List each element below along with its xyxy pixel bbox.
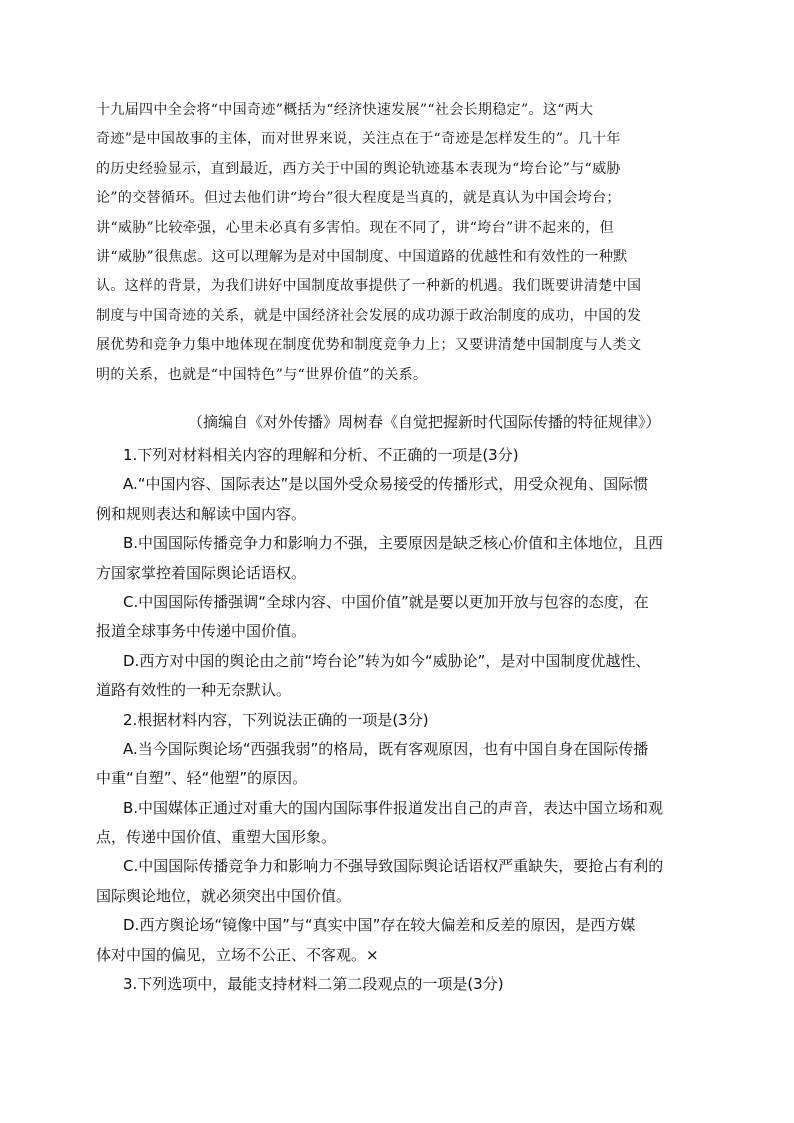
question-2-option-a: A.当今国际舆论场“西强我弱”的格局，既有客观原因，也有中国自身在国际传播 xyxy=(123,739,649,758)
question-2-option-b-cont: 点，传递中国价值、重塑大国形象。 xyxy=(96,828,337,847)
question-1-option-a: A.“中国内容、国际表达”是以国外受众易接受的传播形式，用受众视角、国际惯 xyxy=(123,475,649,494)
question-1-option-c-cont: 报道全球事务中传递中国价值。 xyxy=(96,622,307,641)
question-2-option-c-cont: 国际舆论地位，就必须突出中国价值。 xyxy=(96,886,352,905)
passage-line: 讲“威胁”很焦虑。这可以理解为是对中国制度、中国道路的优越性和有效性的一种默 xyxy=(96,248,628,265)
question-1-option-a-cont: 例和规则表达和解读中国内容。 xyxy=(96,504,307,523)
passage-line: 讲“威胁”比较牵强，心里未必真有多害怕。现在不同了，讲“垮台”讲不起来的，但 xyxy=(96,219,614,236)
question-2-option-a-cont: 中重“自塑”、轻“他塑”的原因。 xyxy=(96,769,308,788)
passage-line: 展优势和竞争力集中地体现在制度优势和制度竞争力上；又要讲清楚中国制度与人类文 xyxy=(96,337,642,354)
question-2-option-d: D.西方舆论场“镜像中国”与“真实中国”存在较大偏差和反差的原因，是西方媒 xyxy=(123,916,636,935)
question-2-option-b: B.中国媒体正通过对重大的国内国际事件报道发出自己的声音，表达中国立场和观 xyxy=(123,798,664,817)
questions-section xyxy=(96,441,706,999)
question-2-option-d-cont: 体对中国的偏见，立场不公正、不客观。× xyxy=(96,945,379,964)
passage-text xyxy=(96,96,700,390)
question-1-option-d-cont: 道路有效性的一种无奈默认。 xyxy=(96,681,292,700)
source-citation: （摘编自《对外传播》周树春《自觉把握新时代国际传播的特征规律》） xyxy=(188,413,661,431)
passage-line: 认。这样的背景，为我们讲好中国制度故事提供了一种新的机遇。我们既要讲清楚中国 xyxy=(96,278,642,295)
question-3-stem: 3.下列选项中，最能支持材料二第二段观点的一项是(3分) xyxy=(123,975,504,994)
passage-line: 十九届四中全会将“中国奇迹”概括为“经济快速发展”“社会长期稳定”。这“两大 xyxy=(96,102,594,118)
question-2-stem: 2.根据材料内容，下列说法正确的一项是(3分) xyxy=(123,710,429,729)
passage-line: 奇迹”是中国故事的主体，而对世界来说，关注点在于“奇迹是怎样发生的”。几十年 xyxy=(96,131,621,148)
passage-line: 论”的交替循环。但过去他们讲“垮台”很大程度是当真的，就是真认为中国会垮台； xyxy=(96,190,621,207)
passage-line: 明的关系，也就是“中国特色”与“世界价值”的关系。 xyxy=(96,366,428,383)
passage-line: 制度与中国奇迹的关系，就是中国经济社会发展的成功源于政治制度的成功，中国的发 xyxy=(96,307,642,324)
question-1-option-b: B.中国国际传播竞争力和影响力不强，主要原因是缺乏核心价值和主体地位，且西 xyxy=(123,534,664,553)
question-1-option-b-cont: 方国家掌控着国际舆论话语权。 xyxy=(96,563,307,582)
question-1-option-d: D.西方对中国的舆论由之前“垮台论”转为如今“威胁论”，是对中国制度优越性、 xyxy=(123,651,651,670)
question-1-option-c: C.中国国际传播强调“全球内容、中国价值”就是要以更加开放与包容的态度，在 xyxy=(123,592,649,611)
question-2-option-c: C.中国国际传播竞争力和影响力不强导致国际舆论话语权严重缺失，要抢占有利的 xyxy=(123,857,664,876)
passage-line: 的历史经验显示，直到最近，西方关于中国的舆论轨迹基本表现为“垮台论”与“威胁 xyxy=(96,160,621,177)
question-1-stem: 1.下列对材料相关内容的理解和分析、不正确的一项是(3分) xyxy=(123,446,519,464)
